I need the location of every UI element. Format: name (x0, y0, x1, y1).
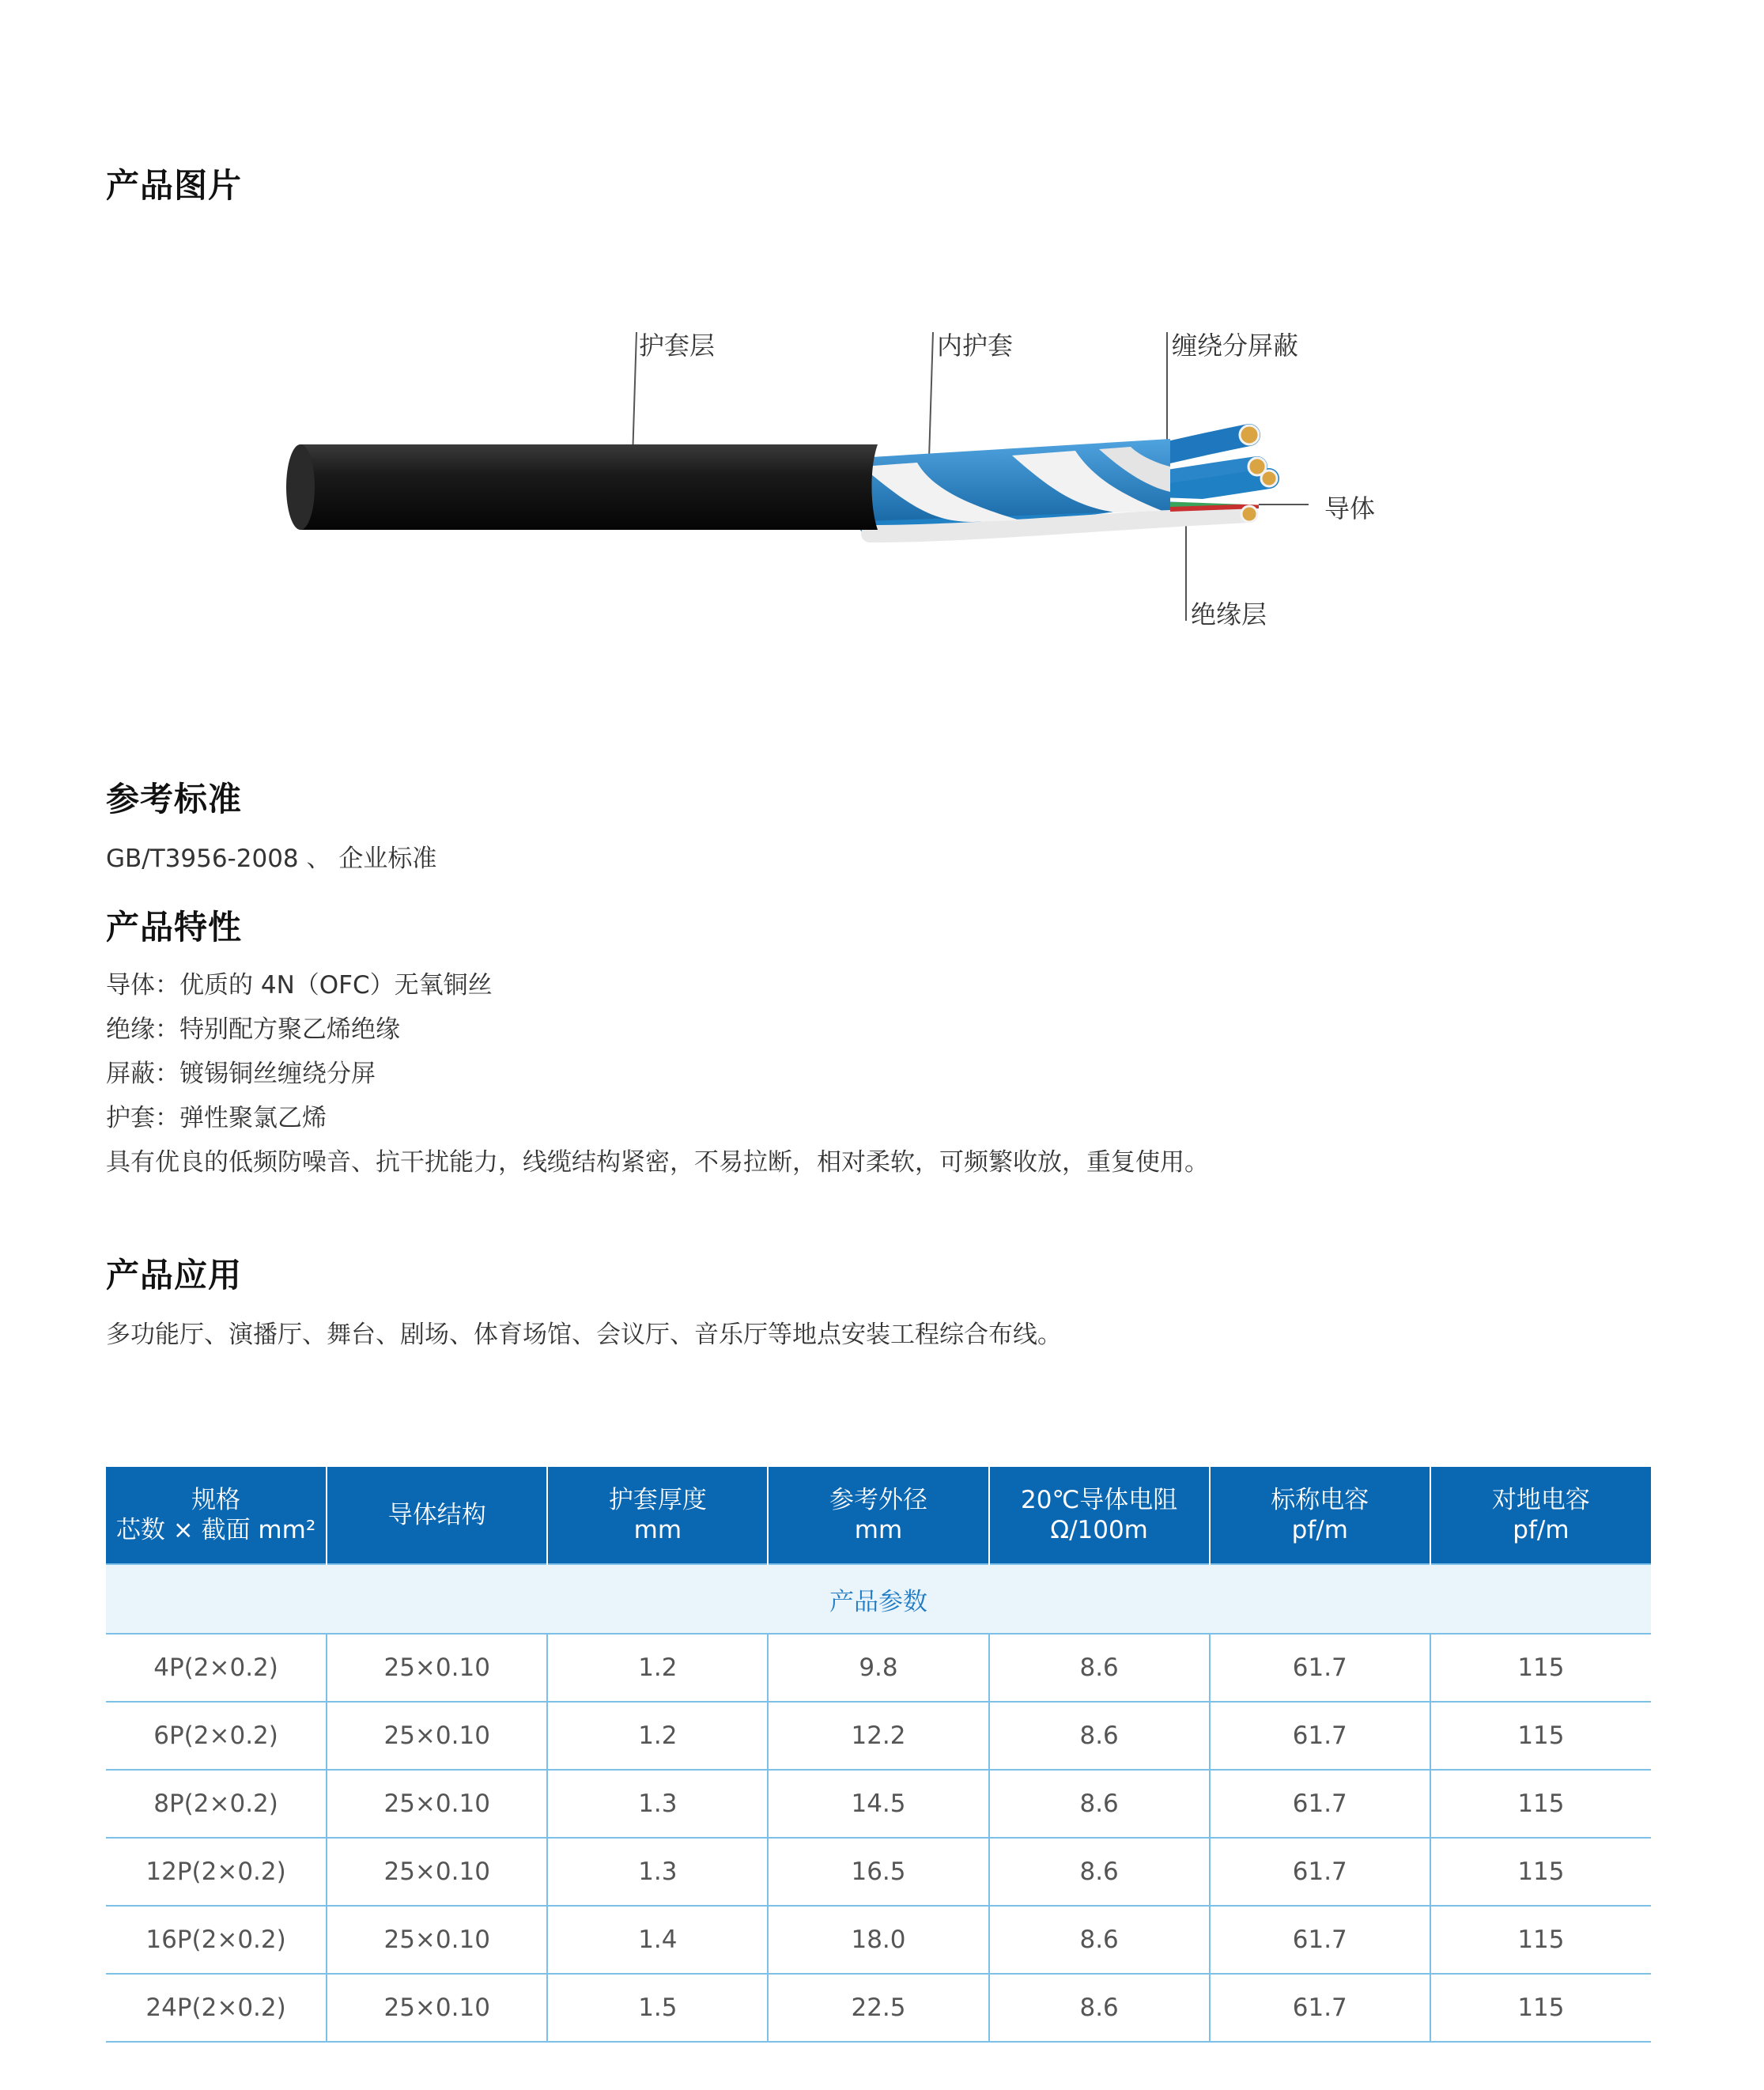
table-cell: 4P(2×0.2) (106, 1634, 327, 1702)
table-header-row (106, 1467, 1651, 1564)
header-ground-capacitance: 对地电容 pf/m (1430, 1467, 1651, 1564)
table-body (106, 1634, 1651, 2042)
label-shield: 缠绕分屏蔽 (1172, 331, 1299, 361)
label-sheath: 护套层 (639, 331, 716, 361)
table-cell: 61.7 (1210, 1906, 1430, 1974)
feature-insulation: 绝缘：特别配方聚乙烯绝缘 (106, 1015, 400, 1044)
table-cell: 115 (1430, 1702, 1651, 1770)
table-cell: 8.6 (989, 1974, 1210, 2042)
table-cell: 1.5 (547, 1974, 768, 2042)
table-cell: 12P(2×0.2) (106, 1838, 327, 1906)
features-list (106, 963, 1209, 1185)
feature-summary: 具有优良的低频防噪音、抗干扰能力，线缆结构紧密，不易拉断，相对柔软，可频繁收放，重复使用。 (106, 1148, 1209, 1177)
table-row (106, 1634, 1651, 1702)
table-cell: 25×0.10 (327, 1634, 547, 1702)
table-cell: 8.6 (989, 1702, 1210, 1770)
table-cell: 24P(2×0.2) (106, 1974, 327, 2042)
feature-sheath: 护套：弹性聚氯乙烯 (106, 1104, 327, 1132)
table-cell: 61.7 (1210, 1838, 1430, 1906)
table-cell: 1.2 (547, 1702, 768, 1770)
table-cell: 115 (1430, 1906, 1651, 1974)
table-cell: 9.8 (768, 1634, 988, 1702)
section-title-application: 产品应用 (106, 1256, 243, 1294)
table-cell: 61.7 (1210, 1770, 1430, 1838)
table-row (106, 1702, 1651, 1770)
table-cell: 25×0.10 (327, 1838, 547, 1906)
table-cell: 61.7 (1210, 1974, 1430, 2042)
feature-shield: 屏蔽：镀锡铜丝缠绕分屏 (106, 1060, 376, 1088)
table-cell: 6P(2×0.2) (106, 1702, 327, 1770)
table-title-row (106, 1564, 1651, 1634)
table-cell: 25×0.10 (327, 1770, 547, 1838)
table-row (106, 1906, 1651, 1974)
table-cell: 1.2 (547, 1634, 768, 1702)
section-title-standard: 参考标准 (106, 780, 243, 818)
header-conductor: 导体结构 (327, 1467, 547, 1564)
parameter-table (106, 1467, 1651, 2043)
table-cell: 25×0.10 (327, 1974, 547, 2042)
table-cell: 16.5 (768, 1838, 988, 1906)
table-cell: 8P(2×0.2) (106, 1770, 327, 1838)
header-sheath-thickness: 护套厚度 mm (547, 1467, 768, 1564)
table-cell: 14.5 (768, 1770, 988, 1838)
table-cell: 115 (1430, 1974, 1651, 2042)
label-conductor: 导体 (1324, 493, 1376, 523)
label-inner-sheath: 内护套 (937, 331, 1014, 361)
table-cell: 61.7 (1210, 1702, 1430, 1770)
header-capacitance: 标称电容 pf/m (1210, 1467, 1430, 1564)
table-title: 产品参数 (106, 1564, 1651, 1634)
feature-conductor: 导体：优质的 4N（OFC）无氧铜丝 (106, 971, 493, 1000)
table-row (106, 1838, 1651, 1906)
header-resistance: 20℃导体电阻 Ω/100m (989, 1467, 1210, 1564)
table-cell: 115 (1430, 1838, 1651, 1906)
table-cell: 25×0.10 (327, 1702, 547, 1770)
table-cell: 8.6 (989, 1770, 1210, 1838)
header-outer-diameter: 参考外径 mm (768, 1467, 988, 1564)
cable-figure (261, 308, 1407, 656)
table-cell: 8.6 (989, 1906, 1210, 1974)
table-cell: 8.6 (989, 1838, 1210, 1906)
table-cell: 115 (1430, 1770, 1651, 1838)
table-cell: 1.3 (547, 1838, 768, 1906)
table-cell: 61.7 (1210, 1634, 1430, 1702)
application-text: 多功能厅、演播厅、舞台、剧场、体育场馆、会议厅、音乐厅等地点安装工程综合布线。 (106, 1321, 1062, 1349)
table-cell: 22.5 (768, 1974, 988, 2042)
table-cell: 18.0 (768, 1906, 988, 1974)
table-cell: 1.3 (547, 1770, 768, 1838)
table-row (106, 1770, 1651, 1838)
table-row (106, 1974, 1651, 2042)
standard-text: GB/T3956-2008 、 企业标准 (106, 845, 437, 873)
table-cell: 12.2 (768, 1702, 988, 1770)
table-cell: 8.6 (989, 1634, 1210, 1702)
table-cell: 1.4 (547, 1906, 768, 1974)
table-cell: 16P(2×0.2) (106, 1906, 327, 1974)
header-spec: 规格 芯数 × 截面 mm² (106, 1467, 327, 1564)
table-cell: 115 (1430, 1634, 1651, 1702)
table-cell: 25×0.10 (327, 1906, 547, 1974)
section-title-picture: 产品图片 (106, 166, 243, 205)
label-insulation: 绝缘层 (1191, 599, 1267, 629)
section-title-features: 产品特性 (106, 908, 243, 947)
